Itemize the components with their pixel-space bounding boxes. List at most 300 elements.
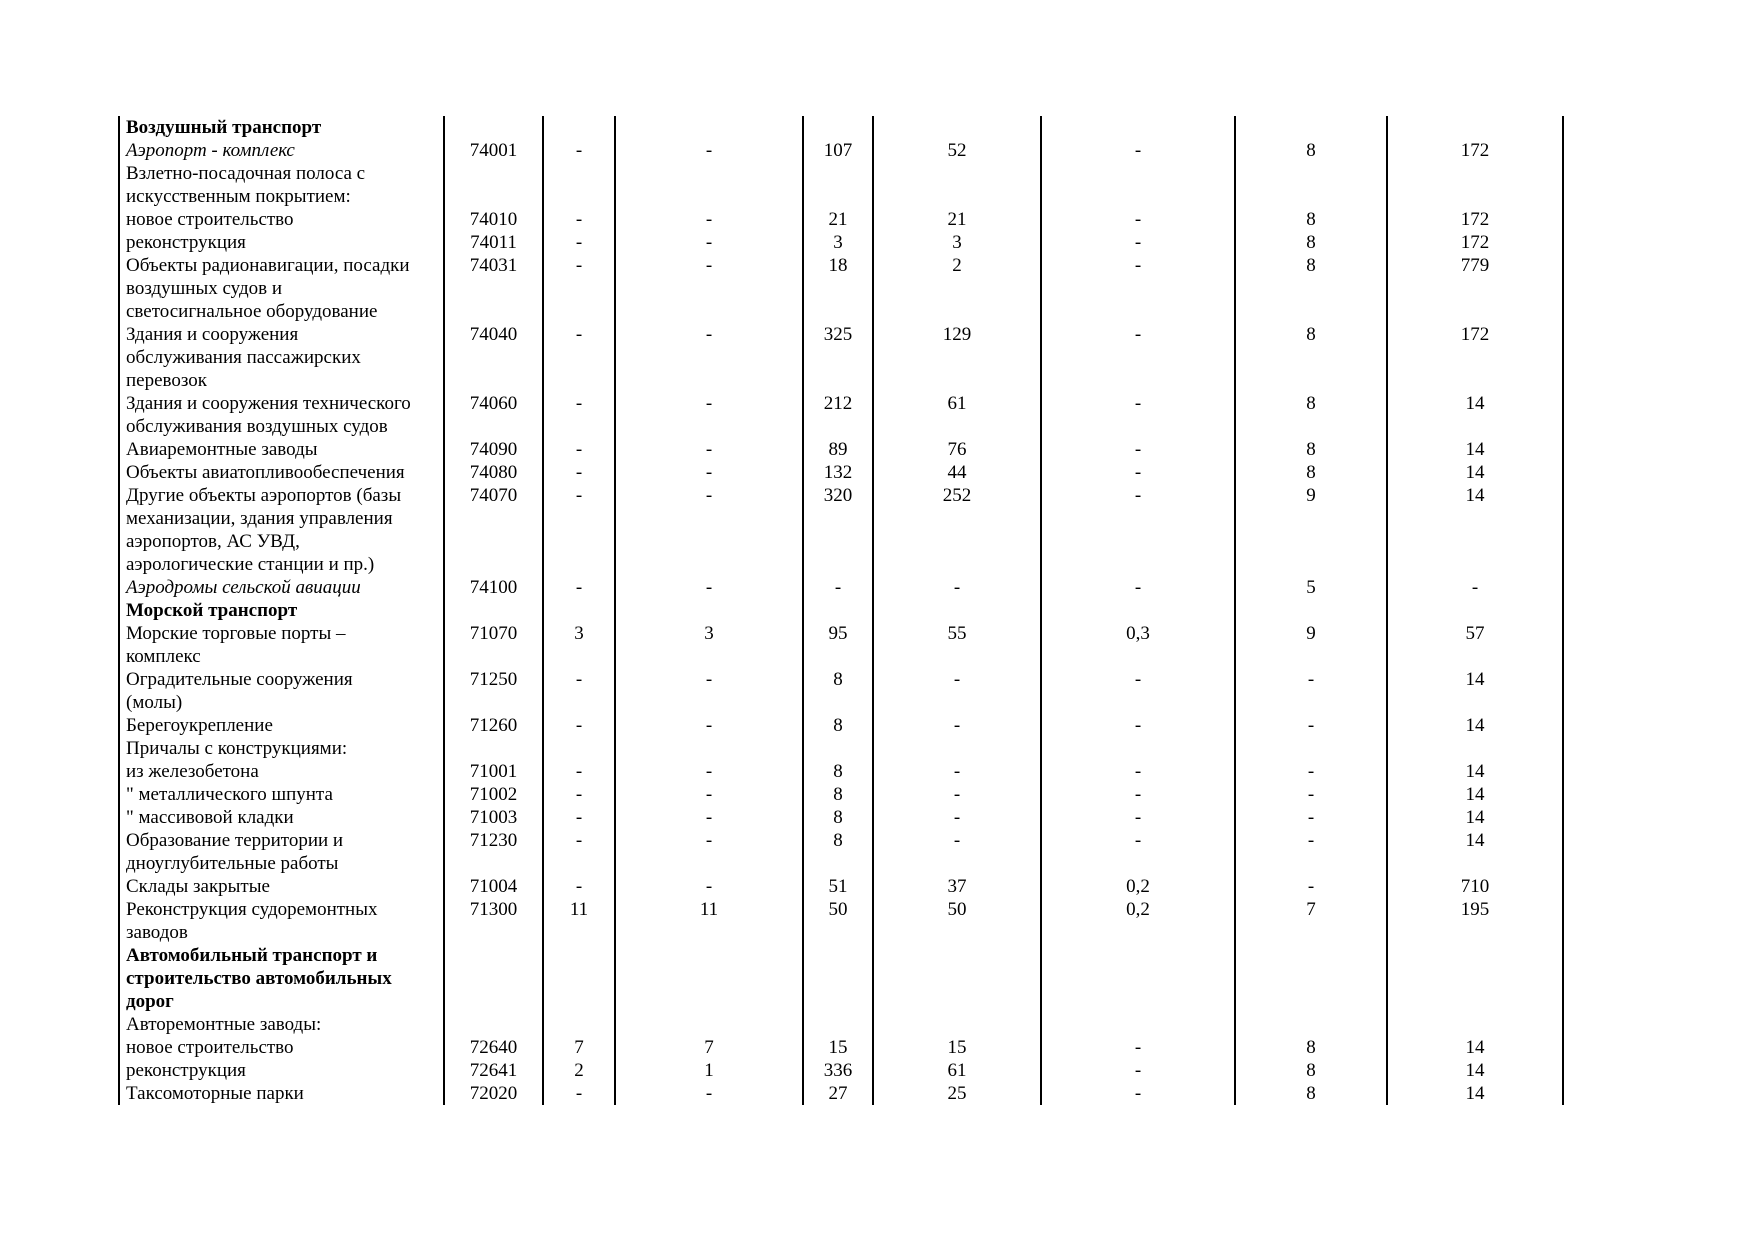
value-cell	[873, 737, 1041, 760]
value-cell	[1041, 944, 1235, 967]
value-cell: 212	[803, 392, 873, 415]
row-name-cell: Склады закрытые	[119, 875, 444, 898]
value-cell	[1235, 944, 1387, 967]
code-cell	[444, 1013, 543, 1036]
value-cell	[803, 530, 873, 553]
value-cell: 8	[1235, 392, 1387, 415]
value-cell	[615, 990, 803, 1013]
code-cell: 71002	[444, 783, 543, 806]
table-row	[119, 530, 1563, 553]
value-cell	[543, 645, 615, 668]
value-cell: 0,2	[1041, 875, 1235, 898]
value-cell	[1235, 415, 1387, 438]
value-cell	[615, 852, 803, 875]
code-cell: 71004	[444, 875, 543, 898]
value-cell: 320	[803, 484, 873, 507]
value-cell: 3	[873, 231, 1041, 254]
row-name-cell: Здания и сооружения технического	[119, 392, 444, 415]
value-cell	[1387, 346, 1563, 369]
value-cell	[1387, 507, 1563, 530]
value-cell	[615, 300, 803, 323]
value-cell: 8	[803, 668, 873, 691]
value-cell	[543, 185, 615, 208]
table-row	[119, 1082, 1563, 1105]
value-cell: -	[543, 760, 615, 783]
value-cell: -	[543, 806, 615, 829]
value-cell: 27	[803, 1082, 873, 1105]
value-cell	[543, 507, 615, 530]
code-cell	[444, 990, 543, 1013]
table-row	[119, 783, 1563, 806]
value-cell	[873, 944, 1041, 967]
value-cell: 3	[615, 622, 803, 645]
value-cell: -	[543, 829, 615, 852]
row-name-cell: Морской транспорт	[119, 599, 444, 622]
value-cell	[1387, 645, 1563, 668]
value-cell: -	[615, 1082, 803, 1105]
row-name-cell: Причалы с конструкциями:	[119, 737, 444, 760]
value-cell: 0,3	[1041, 622, 1235, 645]
code-cell: 71260	[444, 714, 543, 737]
value-cell	[873, 967, 1041, 990]
value-cell: -	[1235, 875, 1387, 898]
subsection-row	[119, 139, 1563, 162]
value-cell	[1041, 507, 1235, 530]
table-row	[119, 346, 1563, 369]
value-cell: -	[1041, 254, 1235, 277]
value-cell: 61	[873, 1059, 1041, 1082]
value-cell: 8	[1235, 254, 1387, 277]
table-row	[119, 254, 1563, 277]
value-cell	[1235, 553, 1387, 576]
value-cell: -	[543, 668, 615, 691]
value-cell	[543, 691, 615, 714]
value-cell: -	[543, 392, 615, 415]
value-cell: 132	[803, 461, 873, 484]
row-name-cell: Аэродромы сельской авиации	[119, 576, 444, 599]
value-cell: -	[543, 139, 615, 162]
value-cell	[543, 921, 615, 944]
value-cell: -	[1041, 1059, 1235, 1082]
code-cell: 71070	[444, 622, 543, 645]
table-row	[119, 668, 1563, 691]
value-cell	[803, 645, 873, 668]
value-cell: -	[1041, 231, 1235, 254]
value-cell: 14	[1387, 760, 1563, 783]
value-cell	[873, 530, 1041, 553]
value-cell	[1387, 116, 1563, 139]
value-cell	[543, 415, 615, 438]
value-cell: -	[1041, 461, 1235, 484]
value-cell: 18	[803, 254, 873, 277]
value-cell: -	[615, 323, 803, 346]
value-cell	[803, 691, 873, 714]
value-cell: -	[543, 231, 615, 254]
row-name-cell: Здания и сооружения	[119, 323, 444, 346]
row-name-cell: Объекты радионавигации, посадки	[119, 254, 444, 277]
value-cell: -	[615, 208, 803, 231]
table-row	[119, 553, 1563, 576]
value-cell: 14	[1387, 1082, 1563, 1105]
value-cell	[1387, 530, 1563, 553]
value-cell	[803, 346, 873, 369]
value-cell	[615, 116, 803, 139]
value-cell: -	[543, 438, 615, 461]
value-cell	[615, 599, 803, 622]
value-cell	[615, 553, 803, 576]
code-cell: 74080	[444, 461, 543, 484]
code-cell: 74031	[444, 254, 543, 277]
value-cell: 57	[1387, 622, 1563, 645]
table-row	[119, 162, 1563, 185]
row-name-cell: Оградительные сооружения	[119, 668, 444, 691]
data-table	[118, 116, 1564, 1105]
value-cell	[873, 369, 1041, 392]
value-cell: -	[1235, 806, 1387, 829]
value-cell: 5	[1235, 576, 1387, 599]
code-cell: 74010	[444, 208, 543, 231]
row-name-cell: перевозок	[119, 369, 444, 392]
code-cell	[444, 921, 543, 944]
row-name-cell: Берегоукрепление	[119, 714, 444, 737]
value-cell	[803, 185, 873, 208]
value-cell	[543, 967, 615, 990]
code-cell: 74100	[444, 576, 543, 599]
row-name-cell: Морские торговые порты –	[119, 622, 444, 645]
row-name-cell: искусственным покрытием:	[119, 185, 444, 208]
value-cell	[543, 737, 615, 760]
table-row	[119, 484, 1563, 507]
table-row	[119, 185, 1563, 208]
row-name-cell: " массивовой кладки	[119, 806, 444, 829]
value-cell: 0,2	[1041, 898, 1235, 921]
value-cell: 3	[803, 231, 873, 254]
value-cell: -	[543, 461, 615, 484]
value-cell	[615, 1013, 803, 1036]
value-cell: 8	[1235, 1036, 1387, 1059]
value-cell	[1387, 691, 1563, 714]
value-cell	[1041, 162, 1235, 185]
table-row	[119, 760, 1563, 783]
value-cell	[1235, 921, 1387, 944]
section-header-row	[119, 116, 1563, 139]
value-cell: -	[543, 1082, 615, 1105]
value-cell: 76	[873, 438, 1041, 461]
value-cell	[543, 990, 615, 1013]
section-header-row	[119, 990, 1563, 1013]
value-cell	[873, 691, 1041, 714]
value-cell	[615, 277, 803, 300]
value-cell: 710	[1387, 875, 1563, 898]
value-cell	[615, 921, 803, 944]
value-cell: -	[615, 438, 803, 461]
value-cell: -	[873, 829, 1041, 852]
value-cell	[803, 277, 873, 300]
value-cell: 7	[543, 1036, 615, 1059]
value-cell: -	[543, 254, 615, 277]
value-cell	[1387, 162, 1563, 185]
value-cell: 15	[873, 1036, 1041, 1059]
value-cell	[1387, 1013, 1563, 1036]
value-cell	[615, 162, 803, 185]
value-cell: 14	[1387, 438, 1563, 461]
value-cell: 11	[543, 898, 615, 921]
value-cell	[1387, 599, 1563, 622]
code-cell: 71001	[444, 760, 543, 783]
value-cell	[803, 1013, 873, 1036]
value-cell: 50	[803, 898, 873, 921]
value-cell	[543, 553, 615, 576]
value-cell: 336	[803, 1059, 873, 1082]
value-cell	[803, 300, 873, 323]
value-cell: -	[1235, 668, 1387, 691]
value-cell	[803, 921, 873, 944]
value-cell: -	[1041, 806, 1235, 829]
value-cell: 55	[873, 622, 1041, 645]
value-cell	[543, 599, 615, 622]
code-cell: 74060	[444, 392, 543, 415]
value-cell	[615, 691, 803, 714]
value-cell: -	[1041, 783, 1235, 806]
value-cell: -	[1235, 760, 1387, 783]
value-cell: 14	[1387, 783, 1563, 806]
code-cell	[444, 185, 543, 208]
value-cell: -	[803, 576, 873, 599]
value-cell	[873, 116, 1041, 139]
row-name-cell: новое строительство	[119, 208, 444, 231]
value-cell	[873, 162, 1041, 185]
value-cell: 8	[1235, 438, 1387, 461]
value-cell: 14	[1387, 461, 1563, 484]
value-cell: 14	[1387, 392, 1563, 415]
value-cell	[543, 369, 615, 392]
row-name-cell: реконструкция	[119, 1059, 444, 1082]
value-cell: 37	[873, 875, 1041, 898]
value-cell: -	[615, 576, 803, 599]
table-row	[119, 1059, 1563, 1082]
value-cell	[615, 346, 803, 369]
row-name-cell: Авиаремонтные заводы	[119, 438, 444, 461]
value-cell: 8	[803, 714, 873, 737]
value-cell	[543, 116, 615, 139]
code-cell	[444, 599, 543, 622]
value-cell: -	[615, 783, 803, 806]
value-cell	[1235, 737, 1387, 760]
table-row	[119, 1036, 1563, 1059]
code-cell: 71250	[444, 668, 543, 691]
table-row	[119, 231, 1563, 254]
value-cell: 14	[1387, 484, 1563, 507]
value-cell: 15	[803, 1036, 873, 1059]
table-row	[119, 806, 1563, 829]
value-cell: 252	[873, 484, 1041, 507]
value-cell	[1387, 369, 1563, 392]
value-cell	[803, 553, 873, 576]
code-cell	[444, 530, 543, 553]
code-cell: 72640	[444, 1036, 543, 1059]
value-cell	[1041, 346, 1235, 369]
value-cell: -	[1235, 829, 1387, 852]
row-name-cell: дноуглубительные работы	[119, 852, 444, 875]
value-cell	[1235, 277, 1387, 300]
code-cell: 74070	[444, 484, 543, 507]
value-cell	[543, 944, 615, 967]
value-cell: 8	[1235, 1082, 1387, 1105]
value-cell	[1235, 852, 1387, 875]
value-cell	[1041, 921, 1235, 944]
code-cell: 71300	[444, 898, 543, 921]
value-cell	[1041, 369, 1235, 392]
value-cell	[1387, 737, 1563, 760]
value-cell: 8	[803, 806, 873, 829]
value-cell	[615, 944, 803, 967]
table-row	[119, 507, 1563, 530]
value-cell	[1041, 967, 1235, 990]
value-cell: -	[615, 461, 803, 484]
value-cell: 172	[1387, 231, 1563, 254]
value-cell	[543, 162, 615, 185]
section-header-row	[119, 944, 1563, 967]
value-cell	[1235, 116, 1387, 139]
value-cell: -	[1041, 760, 1235, 783]
value-cell: 11	[615, 898, 803, 921]
value-cell	[803, 599, 873, 622]
value-cell: -	[615, 139, 803, 162]
value-cell	[803, 116, 873, 139]
code-cell	[444, 369, 543, 392]
code-cell	[444, 346, 543, 369]
row-name-cell: Воздушный транспорт	[119, 116, 444, 139]
value-cell	[803, 737, 873, 760]
value-cell	[1235, 162, 1387, 185]
value-cell	[803, 852, 873, 875]
value-cell	[543, 1013, 615, 1036]
value-cell: 14	[1387, 714, 1563, 737]
value-cell: -	[543, 208, 615, 231]
value-cell: 8	[1235, 231, 1387, 254]
table-row	[119, 921, 1563, 944]
row-name-cell: новое строительство	[119, 1036, 444, 1059]
value-cell: 8	[803, 829, 873, 852]
value-cell: -	[1387, 576, 1563, 599]
value-cell	[873, 507, 1041, 530]
value-cell: 14	[1387, 829, 1563, 852]
value-cell	[1235, 507, 1387, 530]
row-name-cell: Автомобильный транспорт и	[119, 944, 444, 967]
row-name-cell: строительство автомобильных	[119, 967, 444, 990]
value-cell: -	[615, 254, 803, 277]
code-cell	[444, 737, 543, 760]
row-name-cell: Аэропорт - комплекс	[119, 139, 444, 162]
row-name-cell: (молы)	[119, 691, 444, 714]
value-cell	[873, 990, 1041, 1013]
value-cell: 3	[543, 622, 615, 645]
value-cell	[873, 599, 1041, 622]
value-cell	[873, 185, 1041, 208]
value-cell	[1041, 599, 1235, 622]
value-cell: -	[1041, 323, 1235, 346]
value-cell: 50	[873, 898, 1041, 921]
value-cell: -	[1041, 714, 1235, 737]
value-cell	[803, 967, 873, 990]
value-cell: -	[873, 668, 1041, 691]
row-name-cell: реконструкция	[119, 231, 444, 254]
value-cell	[873, 415, 1041, 438]
value-cell	[803, 369, 873, 392]
value-cell	[803, 507, 873, 530]
value-cell: -	[873, 714, 1041, 737]
row-name-cell: аэропортов, АС УВД,	[119, 530, 444, 553]
table-row	[119, 714, 1563, 737]
value-cell: -	[873, 760, 1041, 783]
value-cell: 14	[1387, 1059, 1563, 1082]
value-cell	[1387, 944, 1563, 967]
value-cell: -	[615, 668, 803, 691]
value-cell	[1387, 277, 1563, 300]
value-cell: -	[873, 783, 1041, 806]
code-cell: 71003	[444, 806, 543, 829]
row-name-cell: обслуживания воздушных судов	[119, 415, 444, 438]
row-name-cell: Реконструкция судоремонтных	[119, 898, 444, 921]
value-cell	[1387, 553, 1563, 576]
value-cell: 9	[1235, 622, 1387, 645]
table-row	[119, 415, 1563, 438]
code-cell	[444, 507, 543, 530]
value-cell: 779	[1387, 254, 1563, 277]
value-cell: 2	[873, 254, 1041, 277]
value-cell	[1387, 967, 1563, 990]
value-cell	[1041, 277, 1235, 300]
value-cell: -	[543, 484, 615, 507]
value-cell: 44	[873, 461, 1041, 484]
table-row	[119, 208, 1563, 231]
value-cell: 51	[803, 875, 873, 898]
value-cell	[1041, 852, 1235, 875]
value-cell	[1235, 369, 1387, 392]
value-cell	[1387, 415, 1563, 438]
value-cell: 8	[803, 783, 873, 806]
value-cell	[873, 852, 1041, 875]
value-cell: 25	[873, 1082, 1041, 1105]
code-cell	[444, 645, 543, 668]
row-name-cell: комплекс	[119, 645, 444, 668]
value-cell: -	[615, 231, 803, 254]
value-cell	[1041, 415, 1235, 438]
value-cell: -	[1041, 139, 1235, 162]
row-name-cell: светосигнальное оборудование	[119, 300, 444, 323]
row-name-cell: аэрологические станции и пр.)	[119, 553, 444, 576]
value-cell: 7	[615, 1036, 803, 1059]
row-name-cell: из железобетона	[119, 760, 444, 783]
row-name-cell: " металлического шпунта	[119, 783, 444, 806]
value-cell	[1235, 1013, 1387, 1036]
table-row	[119, 898, 1563, 921]
value-cell	[1041, 990, 1235, 1013]
code-cell: 71230	[444, 829, 543, 852]
value-cell	[615, 415, 803, 438]
value-cell: 8	[1235, 461, 1387, 484]
code-cell: 74090	[444, 438, 543, 461]
value-cell: 8	[1235, 323, 1387, 346]
value-cell: -	[543, 783, 615, 806]
value-cell	[1041, 185, 1235, 208]
value-cell	[615, 967, 803, 990]
value-cell	[803, 162, 873, 185]
value-cell: -	[615, 484, 803, 507]
value-cell: -	[1041, 668, 1235, 691]
value-cell: -	[873, 806, 1041, 829]
value-cell	[1235, 691, 1387, 714]
